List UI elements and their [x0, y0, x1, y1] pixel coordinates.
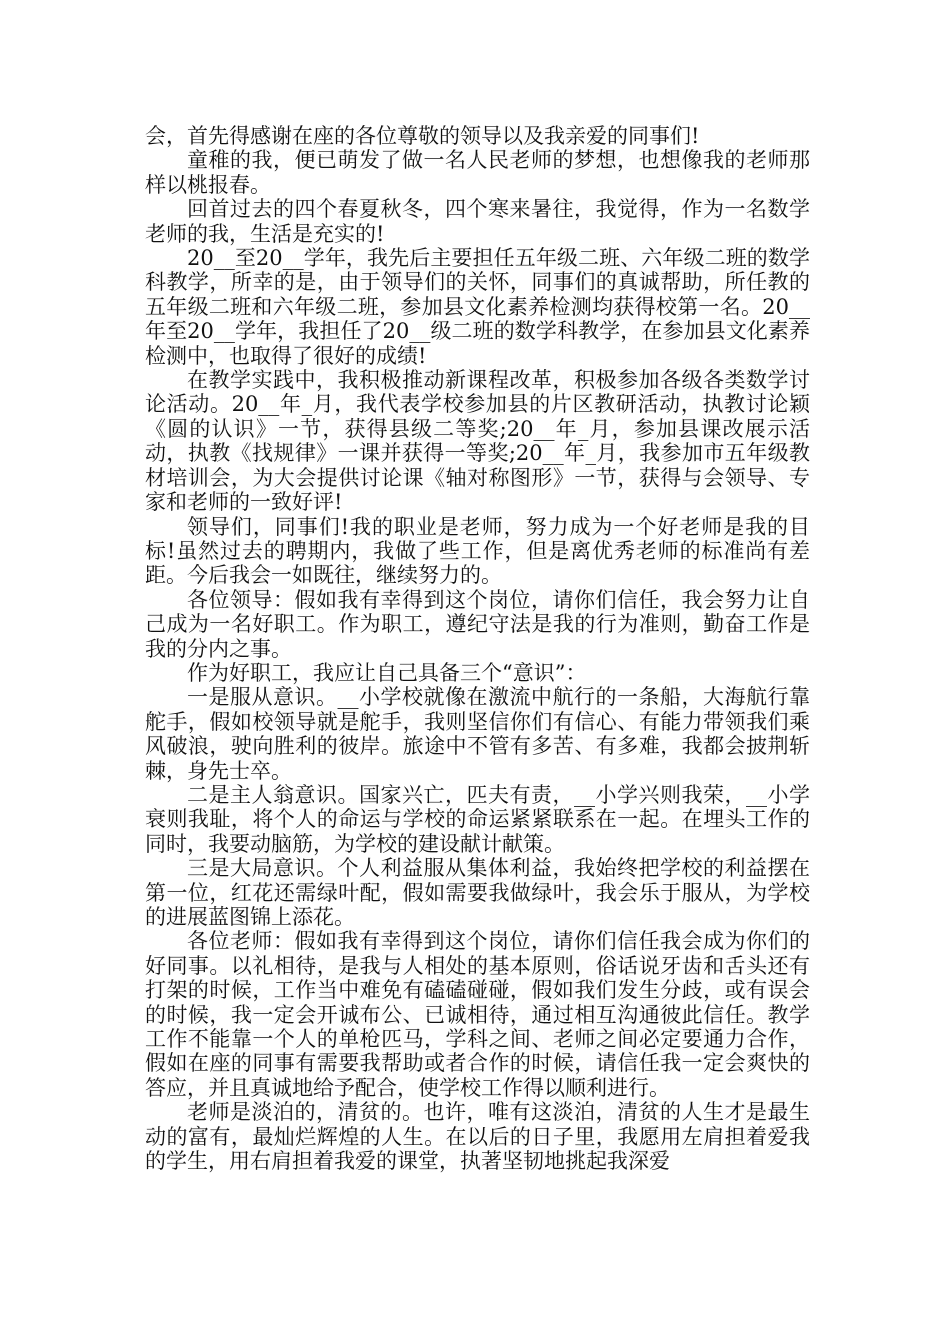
paragraph: 作为好职工，我应让自己具备三个“意识”： [187, 660, 587, 685]
paragraph: 各位领导：假如我有幸得到这个岗位，请你们信任，我会努力让自己成为一名好职工。作为职工，遵纪守法是我的行为准则，勤奋工作是我的分内之事。 [145, 587, 810, 661]
paragraph: 一是服从意识。__小学校就像在激流中航行的一条船，大海航行靠舵手，假如校领导就是舵手，我则坚信你们有信心、有能力带领我们乘风破浪，驶向胜利的彼岸。旅途中不管有多苦、有多难，我都会披荆斩棘，身先士卒。 [145, 685, 810, 783]
paragraph: 在教学实践中，我积极推动新课程改革，积极参加各级各类数学讨论活动。20__年_月，我代表学校参加县的片区教研活动，执教讨论颖《圆的认识》一节，获得县级二等奖;20__年_月，参加县课改展示活动，执教《找规律》一课并获得一等奖;20__年_月，我参加市五年级教材培训会，为大会提供讨论课《轴对称图形》一节，获得与会领导、专家和老师的一致好评! [145, 368, 810, 515]
paragraph: 二是主人翁意识。国家兴亡，匹夫有责，__小学兴则我荣，__小学衰则我耻，将个人的命运与学校的命运紧紧联系在一起。在埋头工作的同时，我要动脑筋，为学校的建设献计献策。 [145, 782, 810, 856]
paragraph: 会，首先得感谢在座的各位尊敬的领导以及我亲爱的同事们! [145, 124, 700, 148]
paragraph: 老师是淡泊的，清贫的。也许，唯有这淡泊，清贫的人生才是最生动的富有，最灿烂辉煌的人生。在以后的日子里，我愿用左肩担着爱我的学生，用右肩担着我爱的课堂，执著坚韧地挑起我深爱 [145, 1100, 810, 1174]
paragraph: 三是大局意识。个人利益服从集体利益，我始终把学校的利益摆在第一位，红花还需绿叶配，假如需要我做绿叶，我会乐于服从，为学校的进展蓝图锦上添花。 [145, 856, 810, 929]
document-body [145, 124, 810, 1173]
paragraph: 领导们，同事们!我的职业是老师，努力成为一个好老师是我的目标!虽然过去的聘期内，我做了些工作，但是离优秀老师的标准尚有差距。今后我会一如既往，继续努力的。 [145, 514, 810, 588]
paragraph: 20__至20__学年，我先后主要担任五年级二班、六年级二班的数学科教学，所幸的是，由于领导们的关怀，同事们的真诚帮助，所任教的五年级二班和六年级二班，参加县文化素养检测均获得校第一名。20__年至20__学年，我担任了20__级二班的数学科教学，在参加县文化素养检测中，也取得了很好的成绩! [145, 246, 810, 368]
paragraph: 回首过去的四个春夏秋冬，四个寒来暑往，我觉得，作为一名数学老师的我，生活是充实的! [145, 197, 810, 246]
paragraph: 各位老师：假如我有幸得到这个岗位，请你们信任我会成为你们的好同事。以礼相待，是我与人相处的基本原则，俗话说牙齿和舌头还有打架的时候，工作当中难免有磕磕碰碰，假如我们发生分歧，或有误会的时候，我一定会开诚布公、已诚相待，通过相互沟通彼此信任。教学工作不能靠一个人的单枪匹马，学科之间、老师之间必定要通力合作，假如在座的同事有需要我帮助或者合作的时候，请信任我一定会爽快的答应，并且真诚地给予配合，使学校工作得以顺利进行。 [145, 929, 810, 1100]
paragraph: 童稚的我，便已萌发了做一名人民老师的梦想，也想像我的老师那样以桃报春。 [145, 148, 810, 197]
